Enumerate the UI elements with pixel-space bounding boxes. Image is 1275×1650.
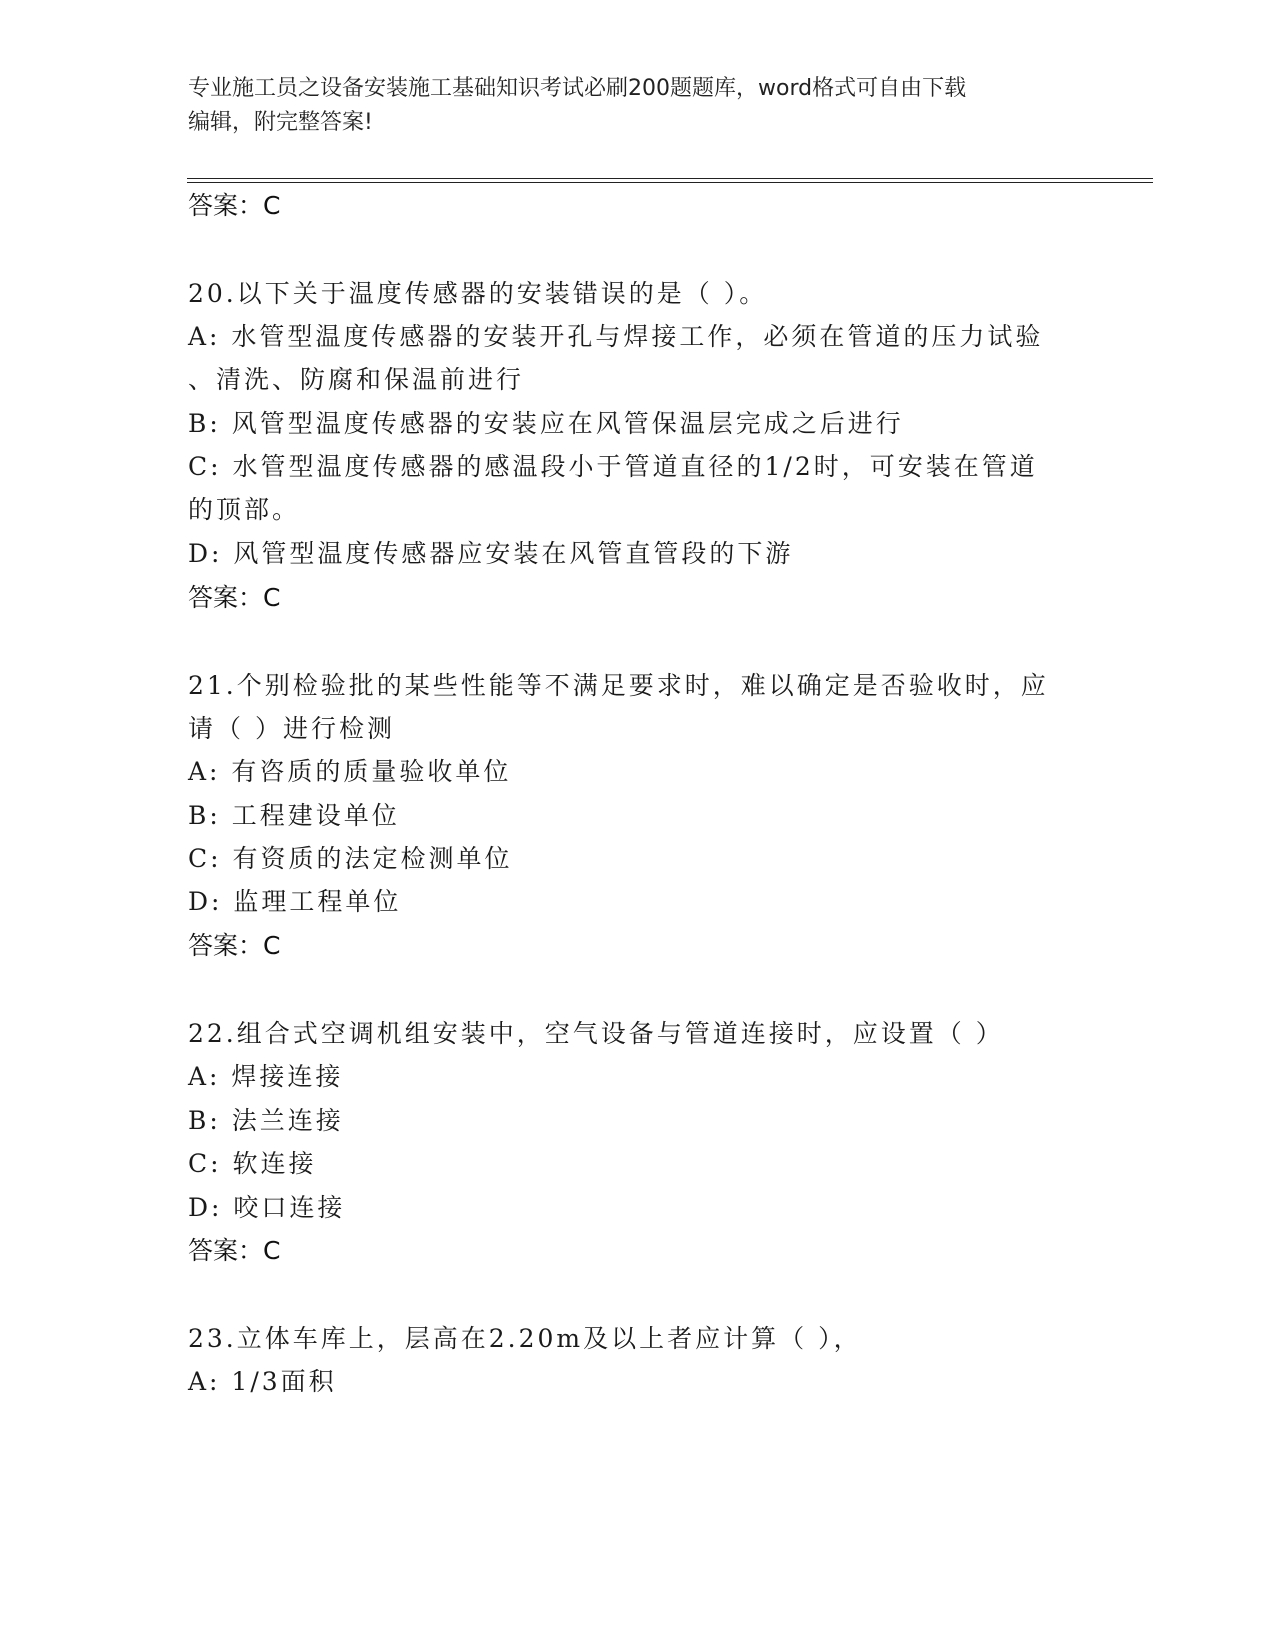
question-21-stem-cont: 请（ ）进行检测 bbox=[188, 714, 395, 743]
question-22-answer: 答案：C bbox=[188, 1236, 281, 1265]
question-20-option-a: A: 水管型温度传感器的安装开孔与焊接工作，必须在管道的压力试验 bbox=[188, 322, 1044, 351]
question-22-option-c: C: 软连接 bbox=[188, 1149, 317, 1178]
question-22-option-d: D: 咬口连接 bbox=[188, 1193, 346, 1222]
question-21-answer: 答案：C bbox=[188, 931, 281, 960]
question-22-option-a: A: 焊接连接 bbox=[188, 1062, 344, 1091]
question-22-stem: 22.组合式空调机组安装中，空气设备与管道连接时，应设置（ ） bbox=[188, 1019, 1004, 1048]
question-20-option-a-cont: 、清洗、防腐和保温前进行 bbox=[188, 365, 525, 394]
question-21-option-a: A: 有咨质的质量验收单位 bbox=[188, 757, 512, 786]
header-line-1: 专业施工员之设备安装施工基础知识考试必刷200题题库，word格式可自由下载 bbox=[188, 76, 967, 101]
header-divider bbox=[187, 178, 1153, 183]
question-22-option-b: B: 法兰连接 bbox=[188, 1106, 344, 1135]
question-21-stem: 21.个别检验批的某些性能等不满足要求时，难以确定是否验收时，应 bbox=[188, 671, 1049, 700]
question-21-option-b: B: 工程建设单位 bbox=[188, 801, 400, 830]
question-21-option-d: D: 监理工程单位 bbox=[188, 887, 402, 916]
question-23-option-a: A: 1/3面积 bbox=[188, 1367, 337, 1396]
document-header bbox=[188, 72, 1068, 140]
question-20-option-b: B: 风管型温度传感器的安装应在风管保温层完成之后进行 bbox=[188, 409, 904, 438]
question-20-answer: 答案：C bbox=[188, 583, 281, 612]
question-20-option-c-cont: 的顶部。 bbox=[188, 495, 301, 524]
question-23-stem: 23.立体车库上，层高在2.20m及以上者应计算（ ）， bbox=[188, 1324, 862, 1353]
question-21-option-c: C: 有资质的法定检测单位 bbox=[188, 844, 513, 873]
question-20-option-c: C: 水管型温度传感器的感温段小于管道直径的1/2时，可安装在管道 bbox=[188, 452, 1038, 481]
answer-label: 答案：C bbox=[188, 191, 281, 220]
question-20-stem: 20.以下关于温度传感器的安装错误的是（ ）。 bbox=[188, 279, 768, 308]
question-20-option-d: D: 风管型温度传感器应安装在风管直管段的下游 bbox=[188, 539, 794, 568]
header-line-2: 编辑，附完整答案! bbox=[188, 110, 373, 135]
